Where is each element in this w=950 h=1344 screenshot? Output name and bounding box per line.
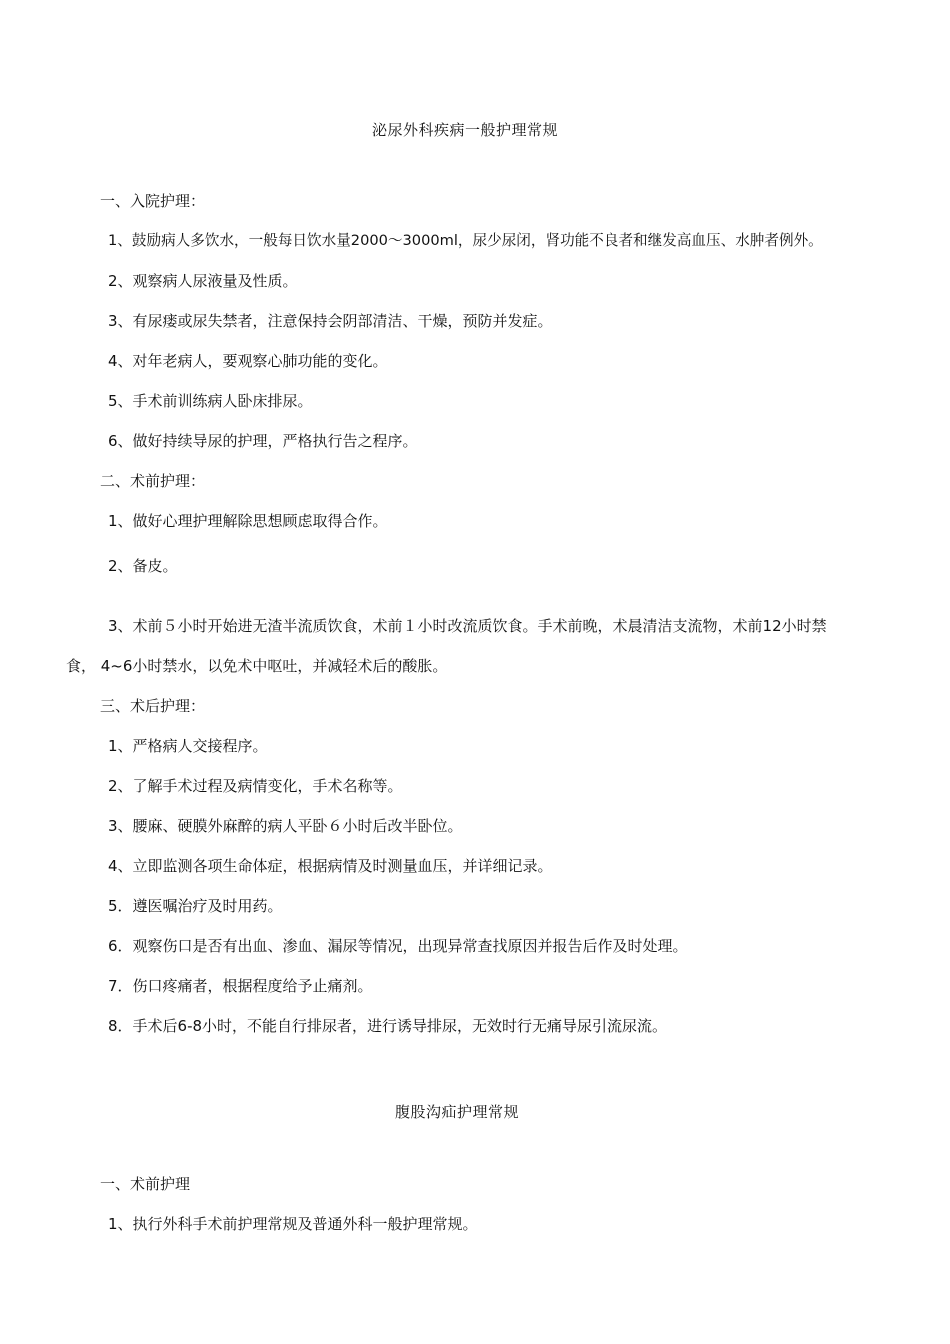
list-item: 3、腰麻、硬膜外麻醉的病人平卧６小时后改半卧位。 — [108, 817, 463, 835]
list-item-line1: 3、术前５小时开始进无渣半流质饮食，术前１小时改流质饮食。手术前晚，术晨清洁支流物，术前12小时禁 — [108, 617, 827, 635]
heading-postop-care: 三、术后护理： — [100, 697, 206, 715]
list-item: 5．遵医嘱治疗及时用药。 — [108, 897, 283, 915]
list-item: 6．观察伤口是否有出血、渗血、漏尿等情况，出现异常查找原因并报告后作及时处理。 — [108, 937, 688, 955]
list-item: 1、严格病人交接程序。 — [108, 737, 268, 755]
heading-preop-care-hernia: 一、术前护理 — [100, 1175, 191, 1193]
list-item: 8．手术后6-8小时，不能自行排尿者，进行诱导排尿，无效时行无痛导尿引流尿流。 — [108, 1017, 668, 1035]
list-item: 2、了解手术过程及病情变化，手术名称等。 — [108, 777, 403, 795]
list-item: 5、手术前训练病人卧床排尿。 — [108, 392, 313, 410]
list-item: 7．伤口疼痛者，根据程度给予止痛剂。 — [108, 977, 373, 995]
list-item-line2: 食， 4~6小时禁水，以免术中呕吐，并减轻术后的酸胀。 — [66, 657, 448, 675]
list-item: 1、执行外科手术前护理常规及普通外科一般护理常规。 — [108, 1215, 478, 1233]
list-item: 2、备皮。 — [108, 557, 178, 575]
heading-preop-care: 二、术前护理： — [100, 472, 206, 490]
section-title-inguinal-hernia: 腹股沟疝护理常规 — [395, 1103, 520, 1121]
list-item: 2、观察病人尿液量及性质。 — [108, 272, 298, 290]
list-item: 3、有尿瘘或尿失禁者，注意保持会阴部清洁、干燥，预防并发症。 — [108, 312, 553, 330]
list-item: 1、做好心理护理解除思想顾虑取得合作。 — [108, 512, 388, 530]
list-item: 6、做好持续导尿的护理，严格执行告之程序。 — [108, 432, 418, 450]
list-item: 4、立即监测各项生命体症，根据病情及时测量血压，并详细记录。 — [108, 857, 553, 875]
section-title-urology: 泌尿外科疾病一般护理常规 — [372, 121, 559, 139]
heading-admission-care: 一、入院护理： — [100, 192, 206, 210]
list-item: 4、对年老病人，要观察心肺功能的变化。 — [108, 352, 388, 370]
list-item: 1、鼓励病人多饮水，一般每日饮水量2000～3000ml，尿少尿闭，肾功能不良者和继发高血压、水肿者例外。 — [108, 232, 823, 249]
